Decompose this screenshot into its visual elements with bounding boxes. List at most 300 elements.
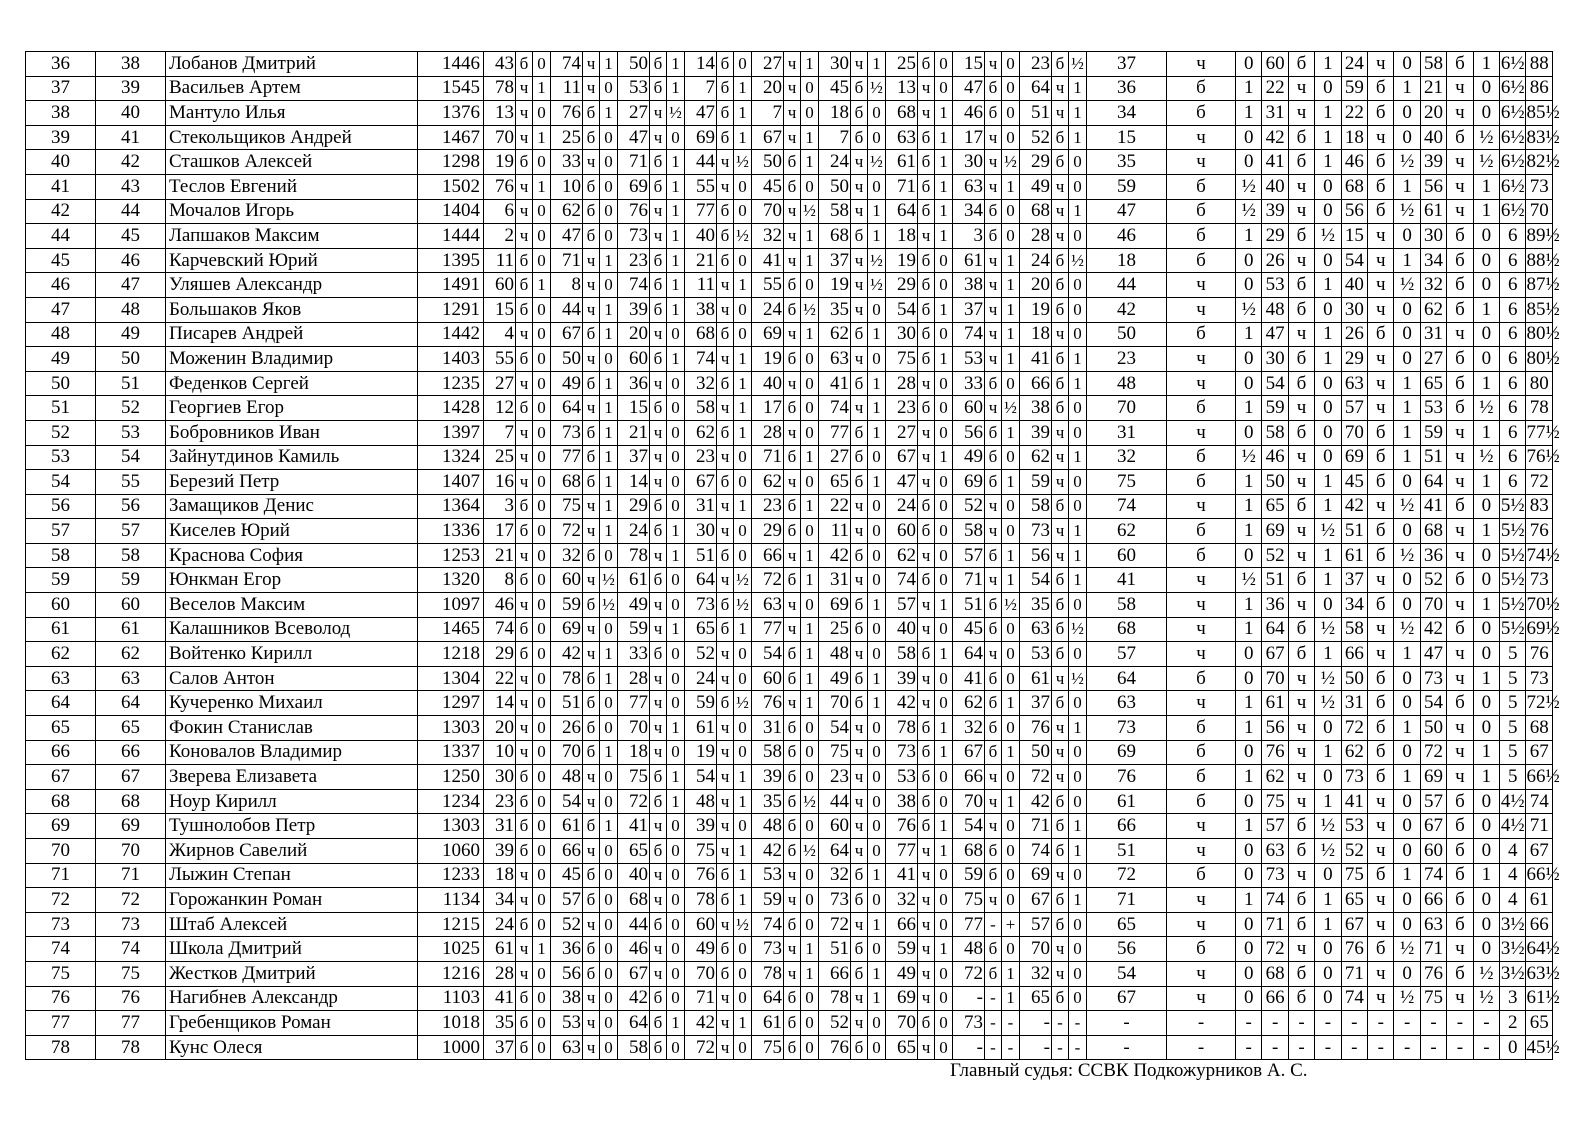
start-number: 49 <box>96 322 166 347</box>
round-1-opponent: 22 <box>484 666 516 691</box>
tiebreak: 0 <box>1473 789 1499 814</box>
round-4-result: 1 <box>734 863 752 888</box>
round-1-opponent: 37 <box>484 1035 516 1060</box>
tiebreak: б <box>1288 297 1314 322</box>
round-5-result: 0 <box>801 396 819 421</box>
round-6-opponent: 78 <box>819 986 851 1011</box>
round-9-color: ч <box>1052 666 1069 691</box>
round-5-result: 1 <box>801 248 819 273</box>
round-3-result: 1 <box>667 617 685 642</box>
round-9-opponent: 59 <box>1020 470 1052 495</box>
tiebreak: 46 <box>1341 150 1367 175</box>
place: 42 <box>26 199 96 224</box>
round-5-color: ч <box>784 101 801 126</box>
tiebreak: 59 <box>1341 76 1367 101</box>
round-8-opponent: 3 <box>953 224 985 249</box>
rating: 1467 <box>418 125 484 150</box>
round-8-result: 0 <box>1002 937 1020 962</box>
round-6-opponent: 45 <box>819 76 851 101</box>
start-number: 67 <box>96 765 166 790</box>
round-2-color: б <box>583 174 600 199</box>
round-3-color: б <box>650 76 667 101</box>
tiebreak: б <box>1447 617 1473 642</box>
round-1-opponent: 35 <box>484 1011 516 1036</box>
tiebreak: 1 <box>1236 494 1262 519</box>
table-row <box>26 543 1553 568</box>
tiebreak: ч <box>1368 568 1394 593</box>
tiebreak: - <box>1368 1011 1394 1036</box>
round-9-opponent: 70 <box>1020 937 1052 962</box>
round-9-color: ч <box>1052 101 1069 126</box>
round-4-color: ч <box>717 912 734 937</box>
round-1-color: б <box>516 642 533 667</box>
round-3-opponent: 71 <box>618 150 650 175</box>
round-7-opponent: 39 <box>886 666 918 691</box>
round-7-color: ч <box>918 101 935 126</box>
round-2-color: ч <box>583 273 600 298</box>
round-2-color: б <box>583 101 600 126</box>
round-9-color: б <box>1052 617 1069 642</box>
round-4-result: 1 <box>734 76 752 101</box>
round-9-color: ч <box>1052 740 1069 765</box>
round-7-result: 1 <box>935 740 953 765</box>
round-4-result: 1 <box>734 765 752 790</box>
round-6-color: ч <box>851 986 868 1011</box>
round-4-color: б <box>717 470 734 495</box>
tiebreak: ½ <box>1394 150 1420 175</box>
round-4-result: 0 <box>734 445 752 470</box>
round-2-opponent: 71 <box>551 248 583 273</box>
start-number: 71 <box>96 863 166 888</box>
round-2-result: 1 <box>600 101 618 126</box>
round-2-result: 0 <box>600 1011 618 1036</box>
round-5-color: б <box>784 396 801 421</box>
tiebreak: ч <box>1288 789 1314 814</box>
round-3-opponent: 27 <box>618 101 650 126</box>
tiebreak: 1 <box>1394 76 1420 101</box>
tiebreak: 1 <box>1315 52 1341 77</box>
round-9-opponent: 49 <box>1020 174 1052 199</box>
start-number: 47 <box>96 273 166 298</box>
tiebreak: б <box>1288 125 1314 150</box>
round-2-color: б <box>583 593 600 618</box>
round-4-opponent: 73 <box>685 593 717 618</box>
player-name: Фокин Станислав <box>166 716 418 741</box>
round-7-opponent: 76 <box>886 814 918 839</box>
tiebreak: б <box>1368 543 1394 568</box>
round-3-color: б <box>650 150 667 175</box>
round-2-opponent: 48 <box>551 765 583 790</box>
round-8-result: 0 <box>1002 445 1020 470</box>
tiebreak: ч <box>1447 986 1473 1011</box>
tiebreak: 0 <box>1394 568 1420 593</box>
start-number: 38 <box>96 52 166 77</box>
round-7-color: б <box>918 494 935 519</box>
round-6-color: б <box>851 125 868 150</box>
round-8-result: ½ <box>1002 150 1020 175</box>
round-5-opponent: 17 <box>752 396 784 421</box>
tiebreak: 1 <box>1473 740 1499 765</box>
round-1-opponent: 23 <box>484 789 516 814</box>
round-1-result: 0 <box>533 543 551 568</box>
round-2-result: 0 <box>600 986 618 1011</box>
place: 72 <box>26 888 96 913</box>
round-4-color: ч <box>717 445 734 470</box>
round-3-opponent: 64 <box>618 1011 650 1036</box>
round-5-result: 1 <box>801 494 819 519</box>
round-8-color: - <box>985 1035 1002 1060</box>
round-9-opponent: 23 <box>1020 52 1052 77</box>
round-2-result: 1 <box>600 642 618 667</box>
round-7-color: б <box>918 568 935 593</box>
tiebreak: ч <box>1167 642 1236 667</box>
round-9-result: - <box>1069 1035 1087 1060</box>
tiebreak: 6 <box>1500 445 1526 470</box>
round-4-result: 0 <box>734 937 752 962</box>
tiebreak: 30 <box>1341 297 1367 322</box>
tiebreak: 1 <box>1315 494 1341 519</box>
round-9-color: ч <box>1052 543 1069 568</box>
round-2-opponent: 67 <box>551 322 583 347</box>
tiebreak: 0 <box>1315 961 1341 986</box>
round-5-opponent: 53 <box>752 863 784 888</box>
round-6-color: б <box>851 470 868 495</box>
round-5-opponent: 73 <box>752 937 784 962</box>
points: 44 <box>1087 273 1167 298</box>
round-4-color: б <box>717 888 734 913</box>
rating: 1364 <box>418 494 484 519</box>
round-9-opponent: 19 <box>1020 297 1052 322</box>
start-number: 65 <box>96 716 166 741</box>
tiebreak: 1 <box>1473 371 1499 396</box>
round-6-opponent: 48 <box>819 642 851 667</box>
rating: 1502 <box>418 174 484 199</box>
round-5-opponent: 78 <box>752 961 784 986</box>
tiebreak: ч <box>1167 125 1236 150</box>
round-5-opponent: 48 <box>752 814 784 839</box>
start-number: 45 <box>96 224 166 249</box>
tiebreak: 0 <box>1236 371 1262 396</box>
round-4-opponent: 51 <box>685 543 717 568</box>
round-7-opponent: 68 <box>886 101 918 126</box>
round-9-color: б <box>1052 912 1069 937</box>
tiebreak: 1 <box>1394 174 1420 199</box>
place: 60 <box>26 593 96 618</box>
round-1-result: 0 <box>533 912 551 937</box>
start-number: 39 <box>96 76 166 101</box>
round-8-opponent: 61 <box>953 248 985 273</box>
round-4-opponent: 64 <box>685 568 717 593</box>
round-9-result: 0 <box>1069 297 1087 322</box>
tiebreak: - <box>1473 1011 1499 1036</box>
tiebreak: 1 <box>1315 470 1341 495</box>
tiebreak: 6 <box>1500 273 1526 298</box>
tiebreak: 68 <box>1420 519 1446 544</box>
round-4-opponent: 40 <box>685 224 717 249</box>
tiebreak: 0 <box>1315 445 1341 470</box>
table-row <box>26 961 1553 986</box>
round-8-opponent: 62 <box>953 691 985 716</box>
round-1-result: 0 <box>533 297 551 322</box>
round-8-result: 0 <box>1002 76 1020 101</box>
round-6-opponent: 30 <box>819 52 851 77</box>
round-6-color: б <box>851 961 868 986</box>
round-3-color: ч <box>650 666 667 691</box>
round-4-color: ч <box>717 494 734 519</box>
tiebreak: ч <box>1167 839 1236 864</box>
tiebreak: 64½ <box>1526 937 1553 962</box>
round-4-result: 1 <box>734 371 752 396</box>
tiebreak: 83 <box>1526 494 1553 519</box>
round-4-result: 0 <box>734 814 752 839</box>
player-name: Коновалов Владимир <box>166 740 418 765</box>
round-7-opponent: 61 <box>886 150 918 175</box>
place: 62 <box>26 642 96 667</box>
round-3-result: 1 <box>667 76 685 101</box>
tiebreak: - <box>1167 1011 1236 1036</box>
tiebreak: 54 <box>1341 248 1367 273</box>
round-4-opponent: 49 <box>685 937 717 962</box>
rating: 1303 <box>418 716 484 741</box>
round-9-opponent: 65 <box>1020 986 1052 1011</box>
tiebreak: 69½ <box>1526 617 1553 642</box>
tiebreak: б <box>1368 322 1394 347</box>
round-9-opponent: 29 <box>1020 150 1052 175</box>
tiebreak: ч <box>1288 396 1314 421</box>
tiebreak: ½ <box>1315 519 1341 544</box>
tiebreak: 73 <box>1526 568 1553 593</box>
round-6-opponent: 31 <box>819 568 851 593</box>
player-name: Стекольщиков Андрей <box>166 125 418 150</box>
tiebreak: 76 <box>1526 519 1553 544</box>
player-name: Большаков Яков <box>166 297 418 322</box>
round-2-opponent: 32 <box>551 543 583 568</box>
round-3-opponent: 21 <box>618 420 650 445</box>
round-8-result: 1 <box>1002 174 1020 199</box>
table-row <box>26 740 1553 765</box>
round-8-opponent: 17 <box>953 125 985 150</box>
round-5-result: 0 <box>801 986 819 1011</box>
round-4-opponent: 52 <box>685 642 717 667</box>
tiebreak: б <box>1288 150 1314 175</box>
round-8-color: ч <box>985 174 1002 199</box>
tiebreak: 0 <box>1473 224 1499 249</box>
tiebreak: 41 <box>1420 494 1446 519</box>
tiebreak: ч <box>1368 814 1394 839</box>
round-8-color: ч <box>985 568 1002 593</box>
place: 63 <box>26 666 96 691</box>
round-6-color: ч <box>851 347 868 372</box>
round-5-color: ч <box>784 863 801 888</box>
round-9-result: 0 <box>1069 494 1087 519</box>
table-row <box>26 224 1553 249</box>
round-8-color: ч <box>985 642 1002 667</box>
tiebreak: - <box>1262 1035 1288 1060</box>
tiebreak: ½ <box>1236 297 1262 322</box>
round-4-color: б <box>717 322 734 347</box>
round-4-color: ч <box>717 1011 734 1036</box>
round-3-color: ч <box>650 543 667 568</box>
round-1-color: б <box>516 297 533 322</box>
round-8-color: б <box>985 617 1002 642</box>
round-1-opponent: 7 <box>484 420 516 445</box>
round-4-opponent: 76 <box>685 863 717 888</box>
round-3-color: б <box>650 986 667 1011</box>
round-1-color: б <box>516 150 533 175</box>
rating: 1324 <box>418 445 484 470</box>
round-2-color: б <box>583 125 600 150</box>
rating: 1235 <box>418 371 484 396</box>
tiebreak: 0 <box>1236 666 1262 691</box>
round-6-color: б <box>851 224 868 249</box>
tiebreak: ч <box>1288 174 1314 199</box>
tiebreak: б <box>1447 125 1473 150</box>
round-2-color: б <box>583 371 600 396</box>
round-2-opponent: 64 <box>551 396 583 421</box>
round-2-result: 0 <box>600 543 618 568</box>
round-2-opponent: 68 <box>551 470 583 495</box>
tiebreak: - <box>1394 1011 1420 1036</box>
tiebreak: 0 <box>1315 986 1341 1011</box>
round-8-opponent: 70 <box>953 789 985 814</box>
round-9-opponent: 76 <box>1020 716 1052 741</box>
points: 42 <box>1087 297 1167 322</box>
tiebreak: 73 <box>1341 765 1367 790</box>
round-8-opponent: 58 <box>953 519 985 544</box>
round-6-result: ½ <box>868 76 886 101</box>
round-9-color: ч <box>1052 76 1069 101</box>
player-name: Кучеренко Михаил <box>166 691 418 716</box>
round-6-color: ч <box>851 174 868 199</box>
tiebreak: 54 <box>1262 371 1288 396</box>
round-4-color: ч <box>717 396 734 421</box>
place: 61 <box>26 617 96 642</box>
tiebreak: 66½ <box>1526 765 1553 790</box>
round-5-opponent: 72 <box>752 568 784 593</box>
rating: 1218 <box>418 642 484 667</box>
tiebreak: 4½ <box>1500 814 1526 839</box>
round-1-color: ч <box>516 740 533 765</box>
tiebreak: 61 <box>1262 691 1288 716</box>
round-3-opponent: 20 <box>618 322 650 347</box>
round-8-opponent: 15 <box>953 52 985 77</box>
round-4-opponent: 30 <box>685 519 717 544</box>
table-row <box>26 470 1553 495</box>
tiebreak: б <box>1167 937 1236 962</box>
standings-table <box>25 51 1560 1060</box>
round-9-opponent: 32 <box>1020 961 1052 986</box>
round-7-result: 0 <box>935 568 953 593</box>
tiebreak: 70½ <box>1526 593 1553 618</box>
round-8-color: ч <box>985 814 1002 839</box>
start-number: 62 <box>96 642 166 667</box>
tiebreak: 5 <box>1500 765 1526 790</box>
round-6-color: б <box>851 1035 868 1060</box>
round-3-result: 0 <box>667 593 685 618</box>
round-6-color: ч <box>851 716 868 741</box>
tiebreak: ½ <box>1236 174 1262 199</box>
round-7-result: 0 <box>935 543 953 568</box>
round-8-opponent: 51 <box>953 593 985 618</box>
round-7-color: б <box>918 396 935 421</box>
tiebreak: 32 <box>1420 273 1446 298</box>
tiebreak: ½ <box>1473 445 1499 470</box>
round-1-color: ч <box>516 224 533 249</box>
round-9-result: 1 <box>1069 125 1087 150</box>
start-number: 40 <box>96 101 166 126</box>
rating: 1298 <box>418 150 484 175</box>
tiebreak: 88 <box>1526 52 1553 77</box>
round-2-result: 1 <box>600 322 618 347</box>
round-8-result: 0 <box>1002 371 1020 396</box>
round-7-result: 1 <box>935 593 953 618</box>
round-4-opponent: 61 <box>685 716 717 741</box>
points: 48 <box>1087 371 1167 396</box>
round-6-opponent: 74 <box>819 396 851 421</box>
round-3-result: 0 <box>667 642 685 667</box>
round-1-opponent: 11 <box>484 248 516 273</box>
place: 39 <box>26 125 96 150</box>
table-row <box>26 174 1553 199</box>
tiebreak: ч <box>1368 396 1394 421</box>
round-3-color: б <box>650 1011 667 1036</box>
tiebreak: 1 <box>1394 765 1420 790</box>
round-7-result: 0 <box>935 470 953 495</box>
round-1-color: ч <box>516 888 533 913</box>
round-3-opponent: 72 <box>618 789 650 814</box>
round-4-result: 0 <box>734 519 752 544</box>
round-2-result: 1 <box>600 666 618 691</box>
round-2-color: б <box>583 691 600 716</box>
tiebreak: б <box>1288 617 1314 642</box>
rating: 1134 <box>418 888 484 913</box>
tiebreak: б <box>1368 150 1394 175</box>
round-7-result: 1 <box>935 347 953 372</box>
start-number: 51 <box>96 371 166 396</box>
round-9-color: - <box>1052 1011 1069 1036</box>
tiebreak: 0 <box>1394 740 1420 765</box>
round-9-opponent: 28 <box>1020 224 1052 249</box>
round-1-opponent: 27 <box>484 371 516 396</box>
tiebreak: 47 <box>1262 322 1288 347</box>
rating: 1407 <box>418 470 484 495</box>
tiebreak: б <box>1167 543 1236 568</box>
round-9-opponent: 58 <box>1020 494 1052 519</box>
tiebreak: 61½ <box>1526 986 1553 1011</box>
round-9-color: б <box>1052 642 1069 667</box>
tiebreak: б <box>1447 863 1473 888</box>
tiebreak: б <box>1167 789 1236 814</box>
round-9-color: ч <box>1052 199 1069 224</box>
round-6-color: ч <box>851 52 868 77</box>
round-4-result: 1 <box>734 273 752 298</box>
rating: 1404 <box>418 199 484 224</box>
round-7-color: б <box>918 273 935 298</box>
round-6-opponent: 63 <box>819 347 851 372</box>
round-7-opponent: 40 <box>886 617 918 642</box>
tiebreak: 61 <box>1420 199 1446 224</box>
tiebreak: - <box>1341 1011 1367 1036</box>
round-3-result: 0 <box>667 740 685 765</box>
round-1-result: 0 <box>533 1011 551 1036</box>
round-1-opponent: 39 <box>484 839 516 864</box>
round-3-result: 0 <box>667 420 685 445</box>
tiebreak: б <box>1447 494 1473 519</box>
round-3-opponent: 44 <box>618 912 650 937</box>
round-7-result: 0 <box>935 420 953 445</box>
round-2-result: 0 <box>600 888 618 913</box>
round-3-opponent: 70 <box>618 716 650 741</box>
